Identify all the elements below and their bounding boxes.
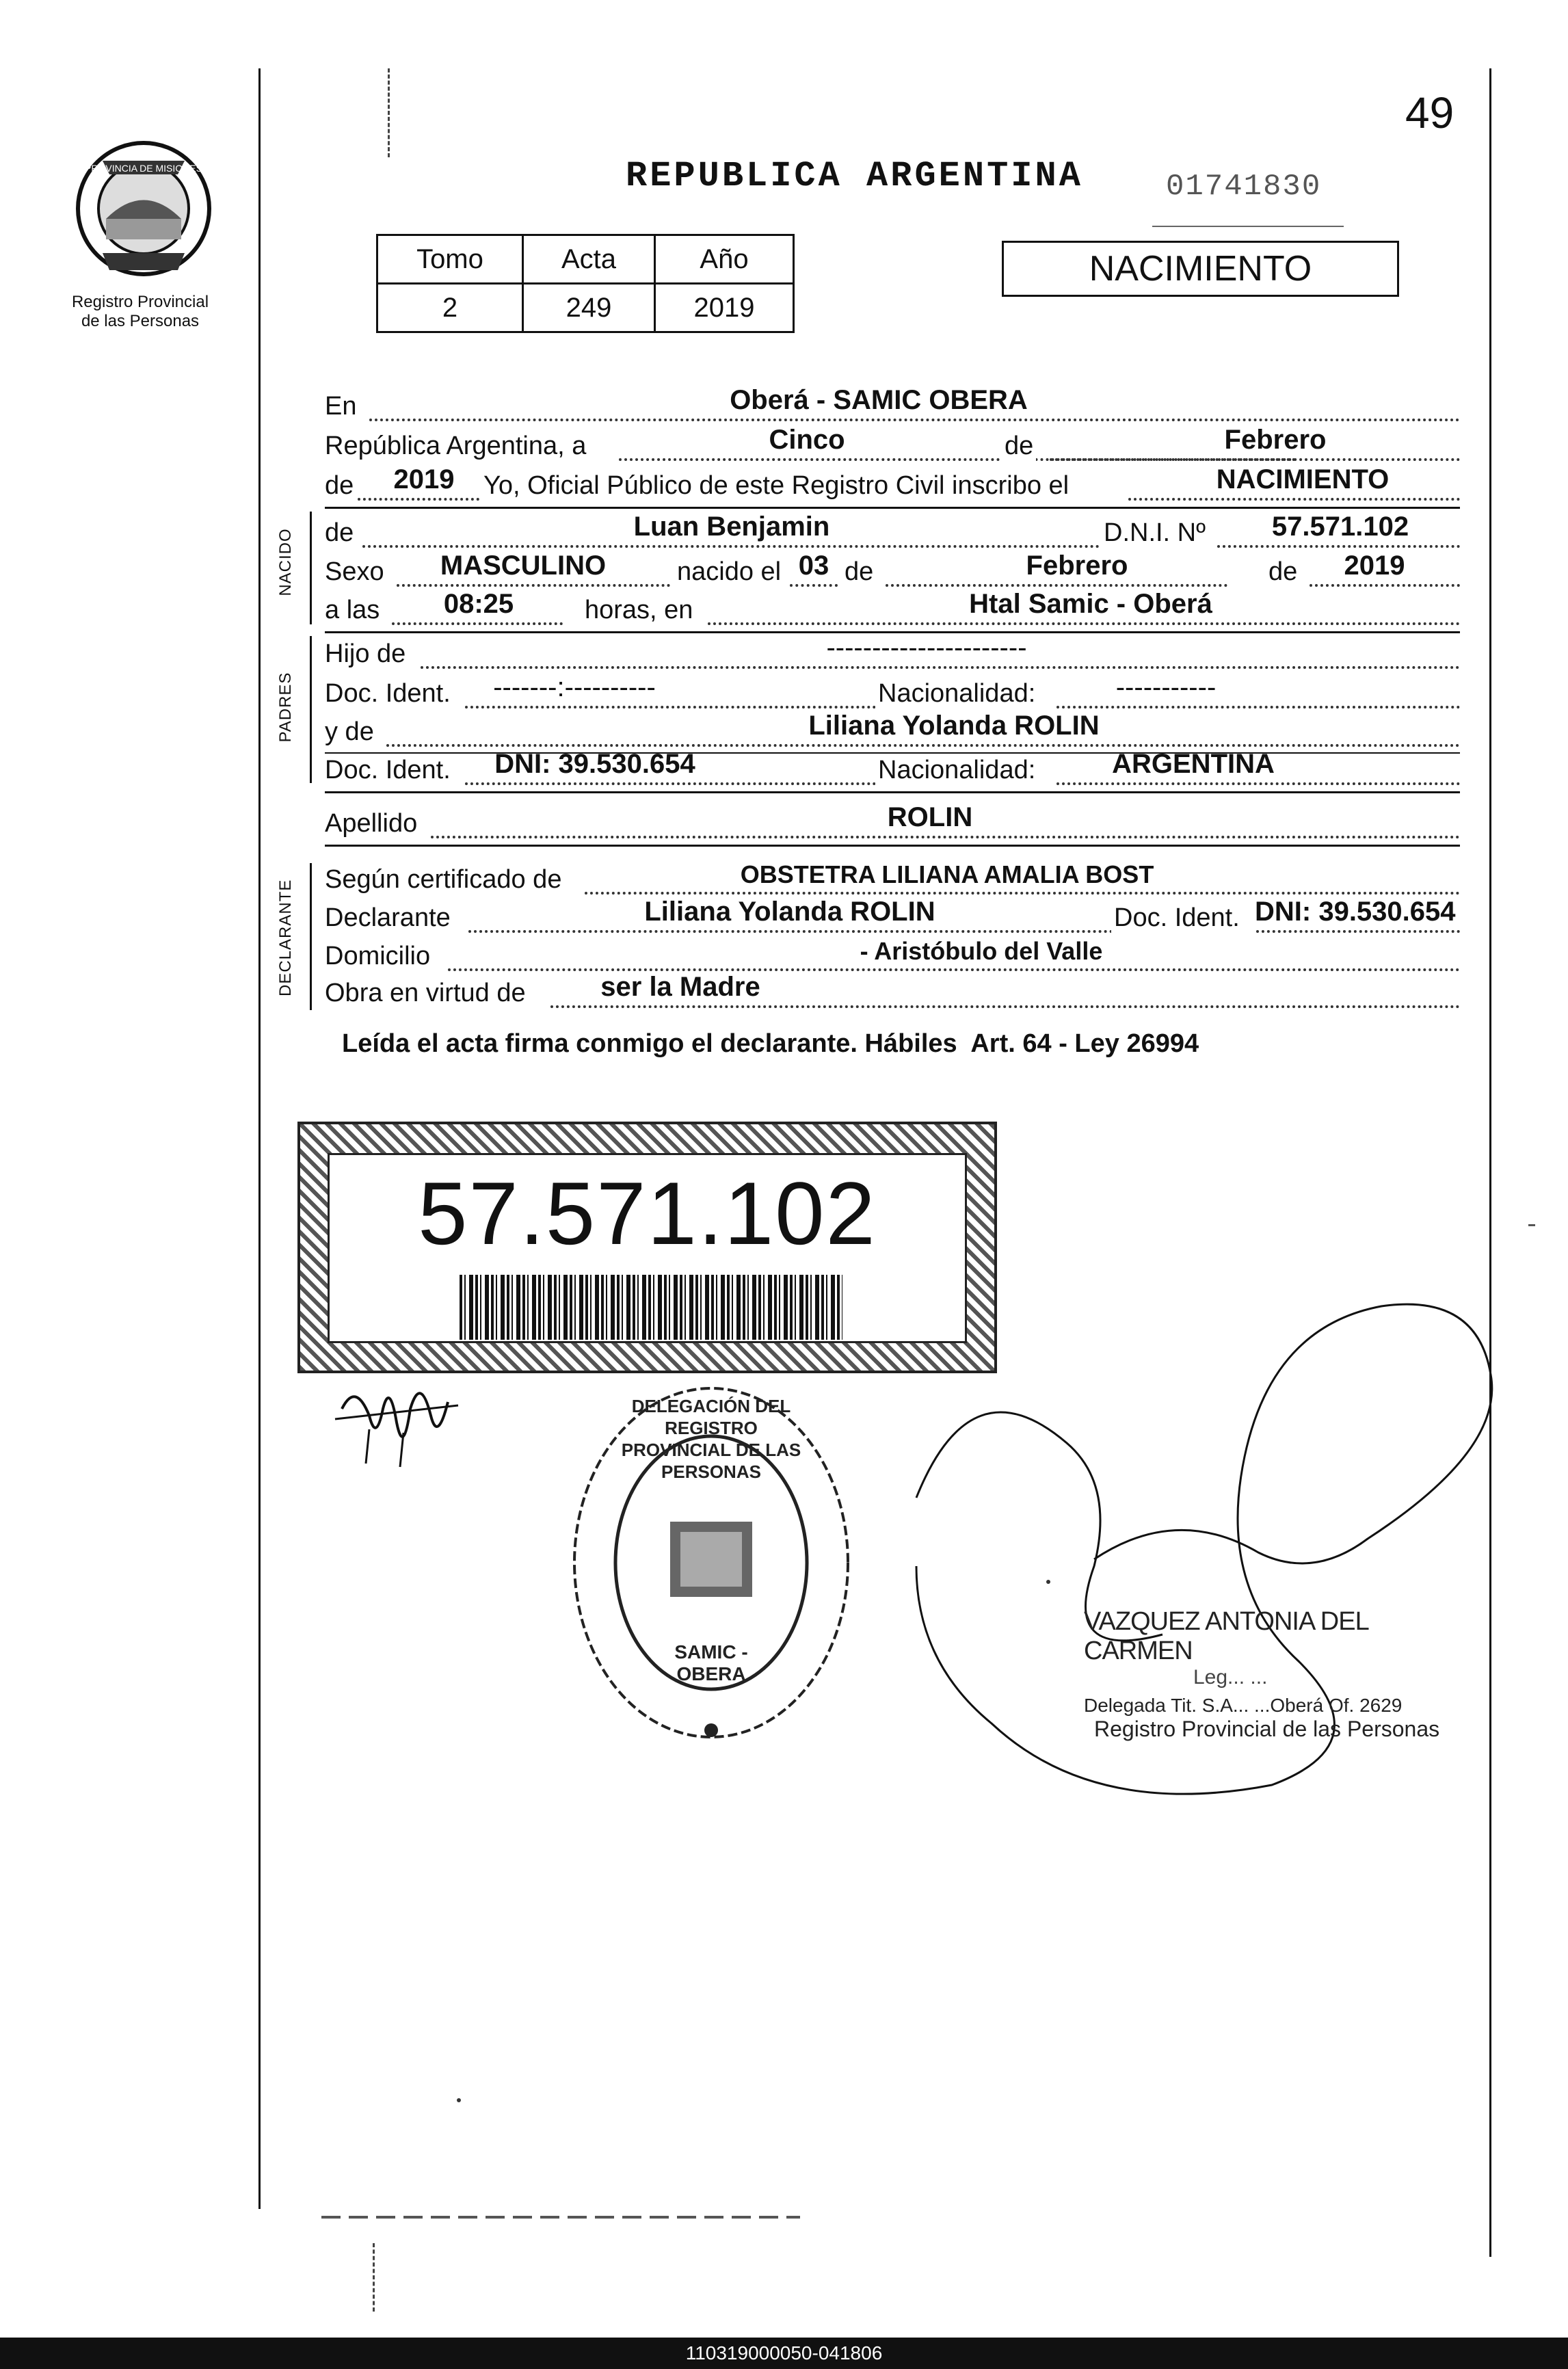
- row-date: [325, 423, 1460, 465]
- scan-speck: [457, 2098, 461, 2102]
- table-header-tomo: Tomo: [377, 235, 523, 284]
- value-father-nationality: -----------: [1115, 672, 1217, 702]
- value-declarant: Liliana Yolanda ROLIN: [644, 897, 935, 927]
- label-father-doc: Doc. Ident.: [325, 679, 451, 708]
- country-title: REPUBLICA ARGENTINA: [626, 156, 1083, 196]
- label-mother-doc: Doc. Ident.: [325, 756, 451, 784]
- logo-ring-text: PROVINCIA DE MISIONES: [85, 163, 202, 174]
- label-en: En: [325, 392, 357, 421]
- row-time-place: [325, 587, 1460, 629]
- nacido-bracket: [310, 512, 312, 624]
- row-name: [325, 509, 1460, 552]
- bottom-dash-mark: [373, 2243, 375, 2312]
- label-hijo-de: Hijo de: [325, 639, 406, 668]
- label-father-nationality: Nacionalidad:: [875, 679, 1038, 709]
- value-father: ----------------------: [826, 633, 1027, 663]
- value-mother: Liliana Yolanda ROLIN: [808, 711, 1100, 741]
- label-y-de: y de: [325, 717, 374, 746]
- value-birth-time: 08:25: [443, 589, 514, 619]
- section-label-padres: PADRES: [276, 672, 295, 743]
- section-label-nacido: NACIDO: [276, 528, 295, 596]
- label-de-year: de: [325, 471, 354, 500]
- value-birth-month: Febrero: [1026, 551, 1128, 581]
- scan-speck: [1528, 1224, 1535, 1226]
- row-certificate: [325, 856, 1460, 899]
- seal-center-text: SAMIC - OBERA: [674, 1641, 748, 1684]
- value-declarant-doc: DNI: 39.530.654: [1255, 897, 1456, 927]
- serial-number: 01741830: [1166, 170, 1322, 204]
- label-declarant-doc: Doc. Ident.: [1111, 903, 1243, 933]
- footer-code: 110319000050-041806: [0, 2338, 1568, 2369]
- value-birth-year: 2019: [1344, 551, 1405, 581]
- value-birth-place: Htal Samic - Oberá: [969, 589, 1212, 619]
- official-role: Delegada Tit. S.A... ...Oberá Of. 2629: [1084, 1695, 1403, 1716]
- row-surname: [325, 800, 1460, 843]
- label-de-month: de: [1002, 432, 1036, 461]
- province-logo: [75, 133, 212, 284]
- value-place: Oberá - SAMIC OBERA: [730, 385, 1028, 415]
- label-apellido: Apellido: [325, 809, 418, 838]
- padres-bracket: [310, 636, 312, 783]
- value-year: 2019: [393, 464, 455, 494]
- official-stamp: [1084, 1607, 1467, 1742]
- value-mother-nationality: ARGENTINA: [1112, 749, 1275, 779]
- declarant-signature: [328, 1368, 465, 1470]
- page-number: 49: [1405, 88, 1454, 137]
- legal-statement: Leída el acta firma conmigo el declarante. Hábiles Art. 64 - Ley 26994: [342, 1029, 1199, 1058]
- table-header-ano: Año: [654, 235, 793, 284]
- value-mother-doc: DNI: 39.530.654: [494, 749, 695, 779]
- value-sex: MASCULINO: [440, 551, 607, 581]
- right-margin-line: [1489, 68, 1491, 2257]
- left-margin-line: [258, 68, 261, 2209]
- value-certificate: OBSTETRA LILIANA AMALIA BOST: [740, 860, 1154, 888]
- row-year: [325, 462, 1460, 505]
- value-birth-day: 03: [798, 551, 829, 581]
- table-value-tomo: 2: [377, 284, 523, 332]
- row-father: [325, 631, 1460, 673]
- label-de-name: de: [325, 518, 354, 547]
- row-father-doc: [325, 670, 1460, 713]
- official-name: VAZQUEZ ANTONIA DEL CARMEN: [1084, 1607, 1368, 1665]
- label-republica: República Argentina, a: [325, 432, 587, 460]
- value-father-doc: -------:----------: [493, 672, 656, 702]
- logo-caption-line-2: de las Personas: [81, 312, 200, 330]
- value-child-dni: 57.571.102: [1271, 512, 1409, 542]
- label-obra: Obra en virtud de: [325, 979, 526, 1007]
- top-dash-mark: [388, 68, 390, 157]
- label-de-birth-month: de: [845, 557, 874, 586]
- logo-caption: [41, 293, 239, 331]
- label-de-birth-year: de: [1268, 557, 1298, 586]
- section-label-declarante: DECLARANTE: [276, 879, 295, 996]
- registry-table: [376, 234, 795, 333]
- barcode-dni-number: 57.571.102: [418, 1163, 877, 1263]
- row-domicile: [325, 933, 1460, 975]
- barcode-panel: [328, 1153, 967, 1343]
- row-mother: [325, 709, 1460, 751]
- record-type-box: NACIMIENTO: [1002, 241, 1399, 297]
- logo-caption-line-1: Registro Provincial: [71, 293, 209, 311]
- scan-speck: [1046, 1580, 1050, 1584]
- value-child-name: Luan Benjamin: [633, 512, 830, 542]
- label-segun: Según certificado de: [325, 865, 562, 894]
- seal-ring-text: DELEGACIÓN DEL REGISTRO PROVINCIAL DE LAS PERSONAS: [621, 1396, 801, 1482]
- label-a-las: a las: [325, 596, 380, 624]
- label-declarante: Declarante: [325, 903, 451, 932]
- label-sexo: Sexo: [325, 557, 384, 586]
- barcode-bars: [460, 1275, 842, 1340]
- value-inscribe: NACIMIENTO: [1216, 464, 1390, 494]
- table-value-acta: 249: [522, 284, 654, 332]
- label-domicilio: Domicilio: [325, 942, 431, 970]
- label-dni: D.N.I. Nº: [1101, 518, 1208, 548]
- bottom-faint-line: [321, 2216, 800, 2219]
- label-nacido-el: nacido el: [677, 557, 782, 586]
- row-place: [325, 383, 1460, 425]
- row-mother-doc: [325, 747, 1460, 789]
- table-value-ano: 2019: [654, 284, 793, 332]
- label-horas-en: horas, en: [585, 596, 693, 624]
- serial-underline: [1152, 226, 1344, 227]
- value-domicile: - Aristóbulo del Valle: [860, 937, 1103, 965]
- row-obra: [325, 970, 1460, 1012]
- value-obra: ser la Madre: [600, 972, 760, 1002]
- delegation-seal: [568, 1381, 855, 1744]
- row-sex-birth: [325, 548, 1460, 591]
- value-day: Cinco: [769, 425, 845, 455]
- value-surname: ROLIN: [887, 802, 973, 832]
- row-declarant: [325, 895, 1460, 937]
- value-month: Febrero: [1224, 425, 1327, 455]
- official-legajo: Leg... ...: [1193, 1666, 1268, 1689]
- label-mother-nationality: Nacionalidad:: [875, 756, 1038, 785]
- official-office: Registro Provincial de las Personas: [1094, 1717, 1440, 1741]
- declarante-bracket: [310, 863, 312, 1010]
- label-yo: Yo, Oficial Público de este Registro Civil inscribo el: [483, 471, 1069, 500]
- table-header-acta: Acta: [522, 235, 654, 284]
